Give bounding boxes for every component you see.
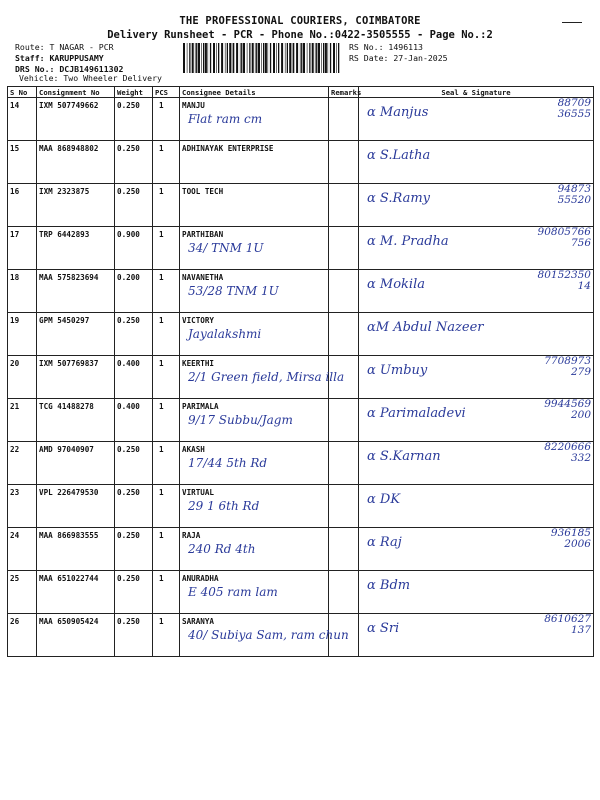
cell-consignee: [180, 141, 329, 184]
cell-seal-signature: [359, 98, 594, 141]
consignee-name: KEERTHI: [182, 359, 215, 368]
cell-sno: 15: [8, 141, 37, 184]
col-seal-signature: Seal & Signature: [359, 87, 594, 98]
consignee-name: ANURADHA: [182, 574, 219, 583]
cell-pcs: 1: [153, 614, 180, 657]
cell-consignment-no: IXM 507769837: [37, 356, 115, 399]
handwritten-signature: α S.Latha: [367, 148, 431, 163]
handwritten-address: 34/ TNM 1U: [188, 241, 264, 255]
cell-sno: 14: [8, 98, 37, 141]
cell-weight: 0.250: [115, 614, 153, 657]
cell-pcs: 1: [153, 571, 180, 614]
table-row: [8, 399, 594, 442]
consignee-name: VICTORY: [182, 316, 215, 325]
cell-consignee: [180, 399, 329, 442]
cell-weight: 0.400: [115, 399, 153, 442]
cell-consignment-no: MAA 866983555: [37, 528, 115, 571]
consignee-name: PARIMALA: [182, 402, 219, 411]
cell-consignment-no: IXM 2323875: [37, 184, 115, 227]
cell-seal-signature: [359, 313, 594, 356]
handwritten-phone: 80152350 14: [537, 269, 591, 292]
cell-weight: 0.250: [115, 98, 153, 141]
cell-seal-signature: [359, 184, 594, 227]
handwritten-signature: α Bdm: [367, 578, 411, 593]
handwritten-signature: α Parimaladevi: [367, 406, 466, 421]
cell-consignee: [180, 614, 349, 657]
cell-sno: 17: [8, 227, 37, 270]
handwritten-phone: 9944569 200: [544, 398, 591, 421]
cell-weight: 0.250: [115, 184, 153, 227]
cell-consignment-no: AMD 97040907: [37, 442, 115, 485]
handwritten-signature: α Mokila: [367, 277, 425, 292]
cell-consignment-no: VPL 226479530: [37, 485, 115, 528]
cell-remarks: [329, 528, 359, 571]
cell-sno: 25: [8, 571, 37, 614]
cell-consignment-no: MAA 651022744: [37, 571, 115, 614]
table-row: [8, 227, 594, 270]
rs-date: RS Date: 27-Jan-2025: [349, 53, 448, 63]
cell-remarks: [329, 442, 359, 485]
cell-weight: 0.400: [115, 356, 153, 399]
cell-consignee: [180, 356, 345, 399]
consignee-name: PARTHIBAN: [182, 230, 224, 239]
handwritten-signature: α Raj: [367, 535, 402, 550]
vehicle-label: Vehicle: Two Wheeler Delivery: [19, 73, 162, 83]
runsheet-table: [7, 86, 594, 657]
handwritten-signature: α S.Karnan: [367, 449, 441, 464]
handwritten-signature: α Sri: [367, 621, 400, 636]
route-label: Route: T NAGAR - PCR: [15, 42, 114, 52]
cell-consignee: [180, 227, 329, 270]
cell-remarks: [329, 399, 359, 442]
handwritten-phone: 90805766 756: [537, 226, 591, 249]
cell-sno: 22: [8, 442, 37, 485]
table-row: [8, 313, 594, 356]
handwritten-address: 40/ Subiya Sam, ram chun: [188, 628, 349, 642]
handwritten-address: E 405 ram lam: [188, 585, 278, 599]
cell-weight: 0.200: [115, 270, 153, 313]
rs-number: RS No.: 1496113: [349, 42, 423, 52]
handwritten-phone: 8610627 137: [544, 613, 591, 636]
cell-sno: 26: [8, 614, 37, 657]
runsheet-subtitle: Delivery Runsheet - PCR - Phone No.:0422-3505555 - Page No.:2: [107, 29, 493, 41]
col-pcs: PCS: [153, 87, 180, 98]
cell-consignment-no: MAA 575823694: [37, 270, 115, 313]
cell-sno: 21: [8, 399, 37, 442]
cell-pcs: 1: [153, 356, 180, 399]
handwritten-address: 2/1 Green field, Mirsa illa: [188, 370, 345, 384]
cell-seal-signature: [359, 442, 594, 485]
consignee-name: RAJA: [182, 531, 201, 540]
cell-seal-signature: [359, 571, 594, 614]
cell-consignee: [180, 270, 329, 313]
cell-consignment-no: IXM 507749662: [37, 98, 115, 141]
cell-pcs: 1: [153, 399, 180, 442]
handwritten-address: 29 1 6th Rd: [188, 499, 260, 513]
cell-pcs: 1: [153, 227, 180, 270]
handwritten-address: Jayalakshmi: [188, 327, 262, 341]
cell-pcs: 1: [153, 313, 180, 356]
handwritten-phone: 8220666 332: [544, 441, 591, 464]
handwritten-signature: α Manjus: [367, 105, 429, 120]
consignee-name: MANJU: [182, 101, 205, 110]
cell-consignee: [180, 442, 329, 485]
cell-sno: 18: [8, 270, 37, 313]
cell-remarks: [329, 141, 359, 184]
cell-seal-signature: [359, 614, 594, 657]
cell-pcs: 1: [153, 442, 180, 485]
cell-weight: 0.250: [115, 313, 153, 356]
cell-pcs: 1: [153, 98, 180, 141]
cell-pcs: 1: [153, 141, 180, 184]
consignee-name: SARANYA: [182, 617, 215, 626]
col-sno: S No: [8, 87, 37, 98]
cell-sno: 19: [8, 313, 37, 356]
cell-sno: 16: [8, 184, 37, 227]
cell-remarks: [329, 227, 359, 270]
handwritten-signature: α DK: [367, 492, 401, 507]
table-row: [8, 614, 594, 657]
cell-consignee: [180, 485, 329, 528]
table-row: [8, 485, 594, 528]
cell-pcs: 1: [153, 270, 180, 313]
handwritten-phone: 7708973 279: [544, 355, 591, 378]
handwritten-signature: α Umbuy: [367, 363, 428, 378]
consignee-name: ADHINAYAK ENTERPRISE: [182, 144, 274, 153]
cell-pcs: 1: [153, 485, 180, 528]
table-row: [8, 442, 594, 485]
handwritten-signature: αM Abdul Nazeer: [367, 320, 484, 335]
table-row: [8, 141, 594, 184]
cell-consignee: [180, 571, 329, 614]
cell-weight: 0.250: [115, 571, 153, 614]
consignee-name: TOOL TECH: [182, 187, 224, 196]
cell-weight: 0.250: [115, 485, 153, 528]
handwritten-phone: 94873 55520: [557, 183, 591, 206]
cell-remarks: [329, 98, 359, 141]
cell-seal-signature: [359, 141, 594, 184]
cell-remarks: [329, 571, 359, 614]
cell-consignment-no: MAA 868948802: [37, 141, 115, 184]
cell-remarks: [329, 313, 359, 356]
staff-label: Staff: KARUPPUSAMY: [15, 53, 104, 63]
consignee-name: VIRTUAL: [182, 488, 215, 497]
handwritten-phone: 88709 36555: [557, 97, 591, 120]
col-consignment: Consignment No: [37, 87, 115, 98]
handwritten-signature: α M. Pradha: [367, 234, 449, 249]
table-row: [8, 356, 594, 399]
corner-mark: [562, 22, 582, 23]
cell-weight: 0.250: [115, 442, 153, 485]
table-row: [8, 528, 594, 571]
cell-consignment-no: MAA 650905424: [37, 614, 115, 657]
cell-consignee: [180, 313, 329, 356]
company-title: THE PROFESSIONAL COURIERS, COIMBATORE: [179, 15, 421, 27]
cell-seal-signature: [359, 399, 594, 442]
handwritten-address: 17/44 5th Rd: [188, 456, 268, 470]
consignee-name: AKASH: [182, 445, 205, 454]
cell-consignment-no: GPM 5450297: [37, 313, 115, 356]
col-weight: Weight: [115, 87, 153, 98]
table-row: [8, 184, 594, 227]
barcode: [183, 43, 340, 73]
cell-sno: 20: [8, 356, 37, 399]
cell-weight: 0.250: [115, 141, 153, 184]
handwritten-address: Flat ram cm: [188, 112, 263, 126]
table-row: [8, 270, 594, 313]
cell-remarks: [329, 485, 359, 528]
cell-sno: 24: [8, 528, 37, 571]
cell-remarks: [329, 270, 359, 313]
cell-seal-signature: [359, 528, 594, 571]
drs-label: DRS No.: DCJB149611302: [15, 64, 124, 74]
handwritten-signature: α S.Ramy: [367, 191, 430, 206]
cell-remarks: [329, 184, 359, 227]
cell-consignment-no: TCG 41488278: [37, 399, 115, 442]
cell-seal-signature: [359, 227, 594, 270]
cell-pcs: 1: [153, 528, 180, 571]
consignee-name: NAVANETHA: [182, 273, 224, 282]
cell-consignee: [180, 528, 329, 571]
cell-sno: 23: [8, 485, 37, 528]
handwritten-address: 240 Rd 4th: [188, 542, 256, 556]
cell-consignee: [180, 184, 329, 227]
col-consignee: Consignee Details: [180, 87, 329, 98]
col-remarks: Remarks: [329, 87, 359, 98]
handwritten-address: 9/17 Subbu/Jagm: [188, 413, 293, 427]
table-row: [8, 571, 594, 614]
cell-seal-signature: [359, 270, 594, 313]
cell-weight: 0.900: [115, 227, 153, 270]
cell-pcs: 1: [153, 184, 180, 227]
table-header-row: [8, 87, 594, 98]
table-row: [8, 98, 594, 141]
cell-seal-signature: [359, 356, 594, 399]
cell-consignment-no: TRP 6442893: [37, 227, 115, 270]
handwritten-phone: 936185 2006: [550, 527, 591, 550]
cell-weight: 0.250: [115, 528, 153, 571]
handwritten-address: 53/28 TNM 1U: [188, 284, 279, 298]
cell-consignee: [180, 98, 329, 141]
cell-seal-signature: [359, 485, 594, 528]
